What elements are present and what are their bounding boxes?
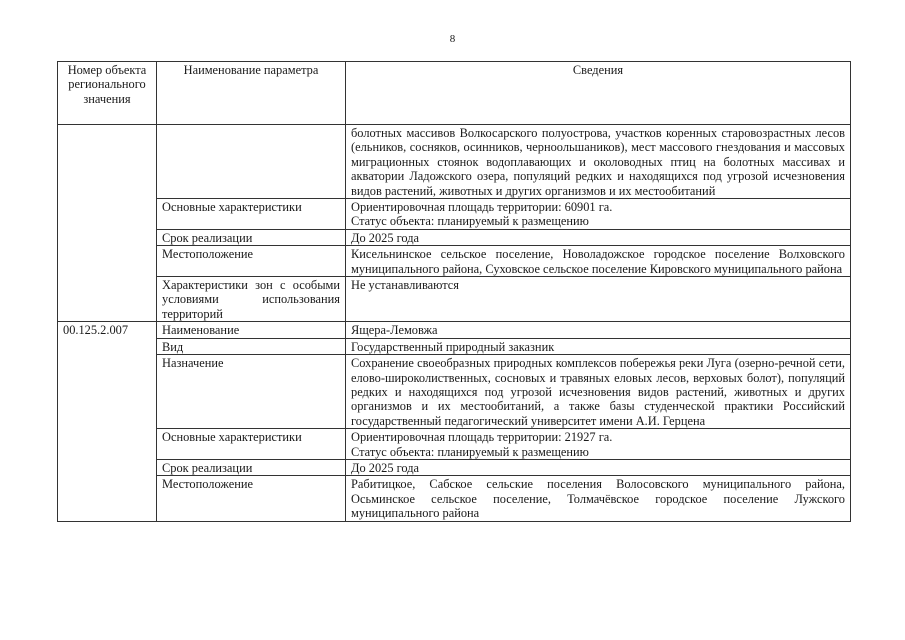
object-number-cell: 00.125.2.007 <box>58 322 157 521</box>
table-row <box>58 246 851 277</box>
parameter-cell: Срок реализации <box>157 459 346 475</box>
table-row <box>58 199 851 230</box>
table-row <box>58 429 851 460</box>
object-number-cell <box>58 125 157 322</box>
status-text: Статус объекта: планируемый к размещению <box>351 444 589 459</box>
regional-objects-table <box>57 61 851 522</box>
header-details: Сведения <box>346 62 851 125</box>
table-row <box>58 229 851 245</box>
table-row <box>58 476 851 521</box>
table-row <box>58 355 851 429</box>
page-number: 8 <box>449 33 456 45</box>
table-row <box>58 125 851 199</box>
value-cell: Ящера-Лемовжа <box>346 322 851 338</box>
parameter-cell: Местоположение <box>157 246 346 277</box>
value-cell <box>346 429 851 460</box>
table-row <box>58 459 851 475</box>
value-cell: Сохранение своеобразных природных комплексов побережья реки Луга (озерно-речной сети, елово-широколиственных, сосновых и травяных еловых лесов, верховых болот), популяций редких и находящихся под угрозой исчезновения видов растений, животных и других организмов и их местообитаний, а также базы студенческой практики Российский государственный педагогический университет имени А.И. Герцена <box>346 355 851 429</box>
parameter-cell: Назначение <box>157 355 346 429</box>
value-cell: До 2025 года <box>346 229 851 245</box>
area-text: Ориентировочная площадь территории: 21927 га. <box>351 430 613 445</box>
parameter-cell: Характеристики зон с особыми условиями использования территорий <box>157 277 346 322</box>
parameter-cell <box>157 125 346 199</box>
table-header-row <box>58 62 851 125</box>
value-cell: Рабитицкое, Сабское сельские поселения Волосовского муниципального района, Осьминское сельское поселение, Толмачёвское городское поселение Лужского муниципального района <box>346 476 851 521</box>
parameter-cell: Наименование <box>157 322 346 338</box>
parameter-cell: Местоположение <box>157 476 346 521</box>
header-object-number: Номер объекта регионального значения <box>58 62 157 125</box>
value-cell: Государственный природный заказник <box>346 338 851 354</box>
parameter-cell: Вид <box>157 338 346 354</box>
value-cell: болотных массивов Волкосарского полуострова, участков коренных старовозрастных лесов (ельников, сосняков, осинников, черноольшаников), мест массового гнездования и массовых миграционных стоянок водоплавающих и околоводных птиц на болотных массивах и акватории Ладожского озера, популяций редких и находящихся под угрозой исчезновения видов растений, животных и других организмов и их местообитаний <box>346 125 851 199</box>
status-text: Статус объекта: планируемый к размещению <box>351 214 589 229</box>
table-row <box>58 338 851 354</box>
area-text: Ориентировочная площадь территории: 60901 га. <box>351 200 613 215</box>
parameter-cell: Основные характеристики <box>157 199 346 230</box>
table-row <box>58 322 851 338</box>
value-cell: Не устанавливаются <box>346 277 851 322</box>
table-row <box>58 277 851 322</box>
parameter-cell: Срок реализации <box>157 229 346 245</box>
parameter-cell: Основные характеристики <box>157 429 346 460</box>
value-cell: До 2025 года <box>346 459 851 475</box>
value-cell <box>346 199 851 230</box>
header-parameter-name: Наименование параметра <box>157 62 346 125</box>
value-cell: Кисельнинское сельское поселение, Новоладожское городское поселение Волховского муниципального района, Суховское сельское поселение Кировского муниципального района <box>346 246 851 277</box>
